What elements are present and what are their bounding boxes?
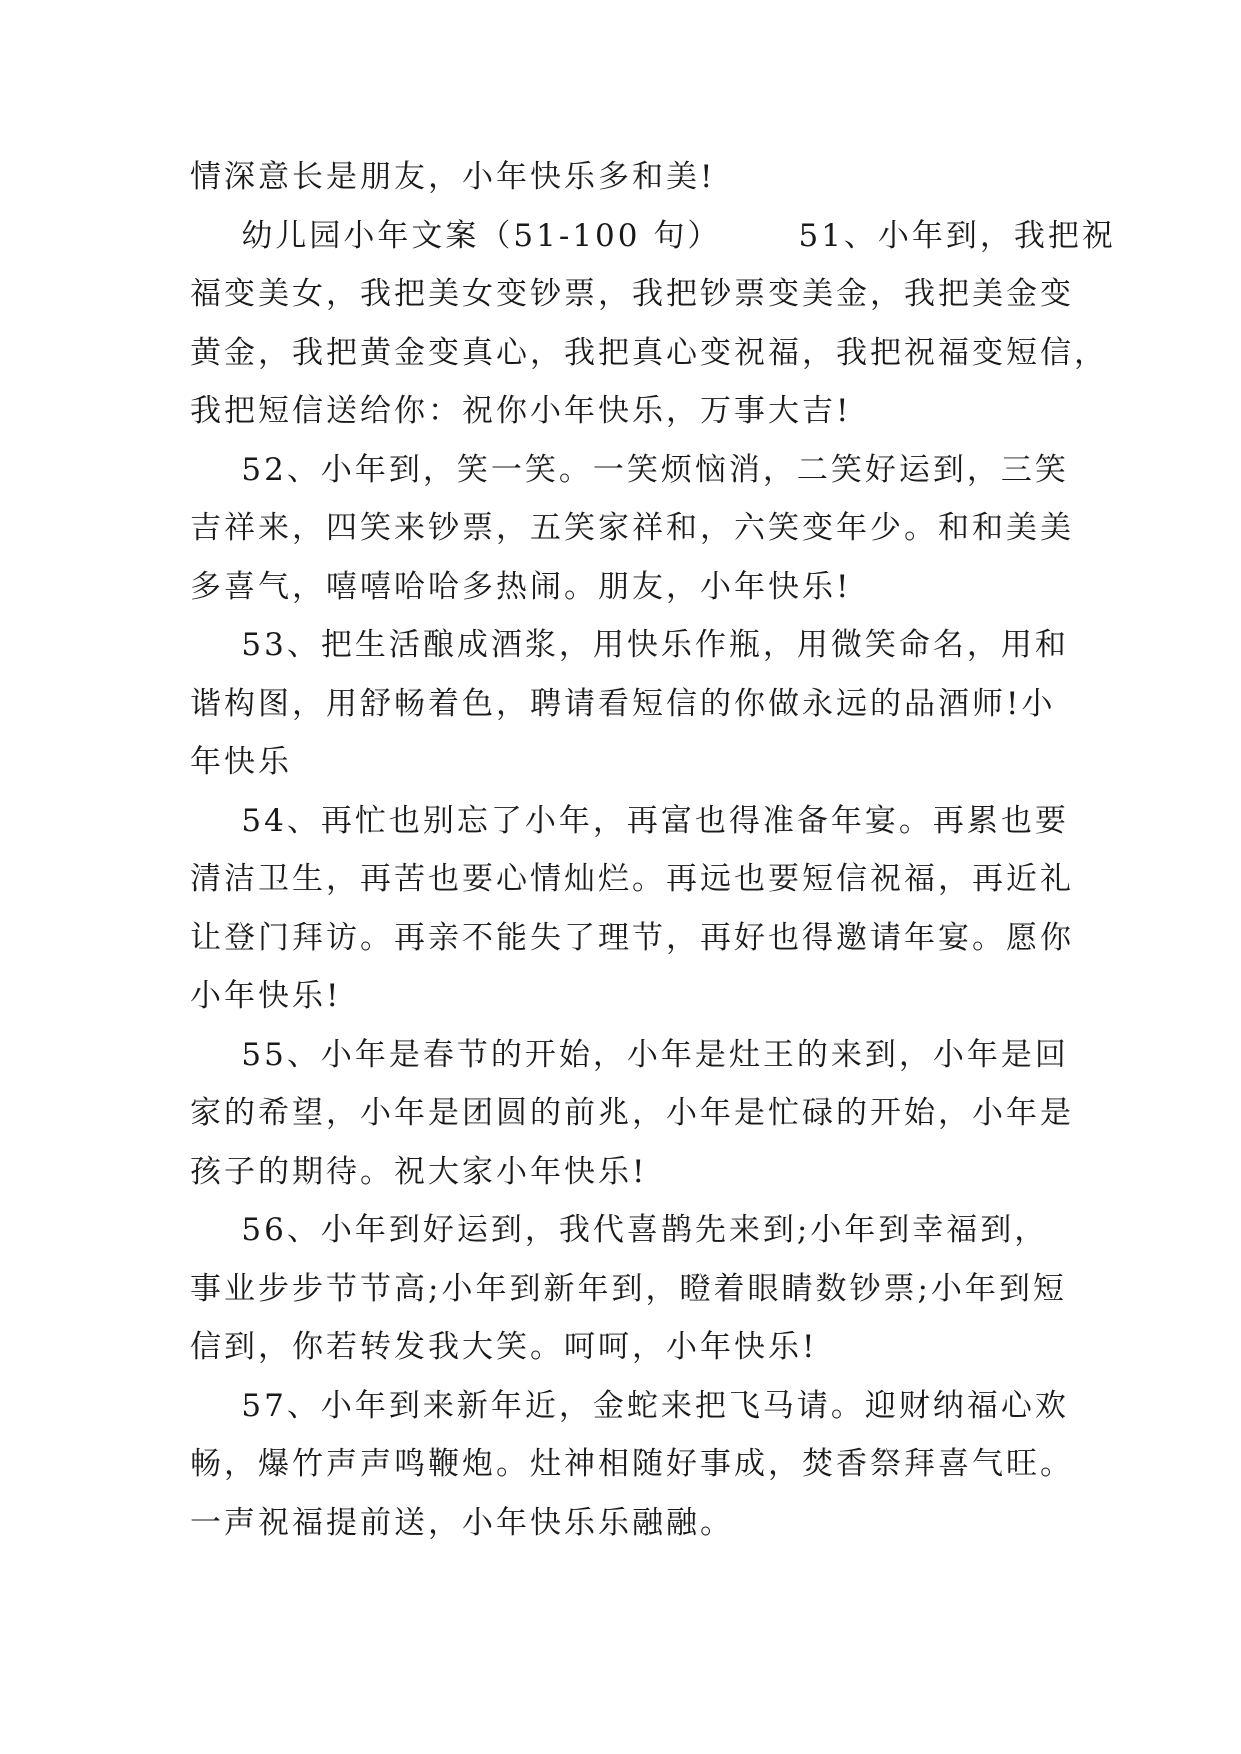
text-line: 55、小年是春节的开始，小年是灶王的来到，小年是回 — [190, 1036, 1069, 1073]
text-line: 多喜气，嘻嘻哈哈多热闹。朋友，小年快乐! — [190, 568, 852, 605]
text-line: 情深意长是朋友，小年快乐多和美! — [190, 159, 716, 195]
text-line: 57、小年到来新年近，金蛇来把飞马请。迎财纳福心欢 — [190, 1387, 1069, 1424]
text-line: 孩子的期待。祝大家小年快乐! — [190, 1153, 648, 1190]
text-line: 52、小年到，笑一笑。一笑烦恼消，二笑好运到，三笑 — [190, 451, 1069, 488]
text-line: 一声祝福提前送，小年快乐乐融融。 — [190, 1504, 734, 1541]
text-line: 我把短信送给你：祝你小年快乐，万事大吉! — [190, 393, 852, 429]
text-line: 事业步步节节高;小年到新年到，瞪着眼睛数钞票;小年到短 — [190, 1270, 1067, 1307]
text-line: 54、再忙也别忘了小年，再富也得准备年宴。再累也要 — [190, 802, 1069, 839]
text-line: 清洁卫生，再苦也要心情灿烂。再远也要短信祝福，再近礼 — [190, 861, 1074, 897]
text-line: 幼儿园小年文案（51-100 句） 51、小年到，我把祝 — [190, 217, 1116, 254]
text-line: 53、把生活酿成酒浆，用快乐作瓶，用微笑命名，用和 — [190, 627, 1069, 663]
text-line: 吉祥来，四笑来钞票，五笑家祥和，六笑变年少。和和美美 — [190, 510, 1074, 546]
text-line: 56、小年到好运到，我代喜鹊先来到;小年到幸福到， — [190, 1212, 1049, 1248]
text-line: 信到，你若转发我大笑。呵呵，小年快乐! — [190, 1329, 818, 1365]
text-line: 小年快乐! — [190, 978, 342, 1014]
text-line: 年快乐 — [190, 744, 292, 780]
document-body — [190, 148, 1116, 1552]
text-line: 谐构图，用舒畅着色，聘请看短信的你做永远的品酒师!小 — [190, 685, 1056, 722]
text-line: 家的希望，小年是团圆的前兆，小年是忙碌的开始，小年是 — [190, 1095, 1074, 1131]
text-line: 黄金，我把黄金变真心，我把真心变祝福，我把祝福变短信， — [190, 334, 1108, 371]
text-line: 让登门拜访。再亲不能失了理节，再好也得邀请年宴。愿你 — [190, 919, 1074, 956]
text-line: 畅，爆竹声声鸣鞭炮。灶神相随好事成，焚香祭拜喜气旺。 — [190, 1446, 1074, 1482]
text-line: 福变美女，我把美女变钞票，我把钞票变美金，我把美金变 — [190, 276, 1074, 312]
